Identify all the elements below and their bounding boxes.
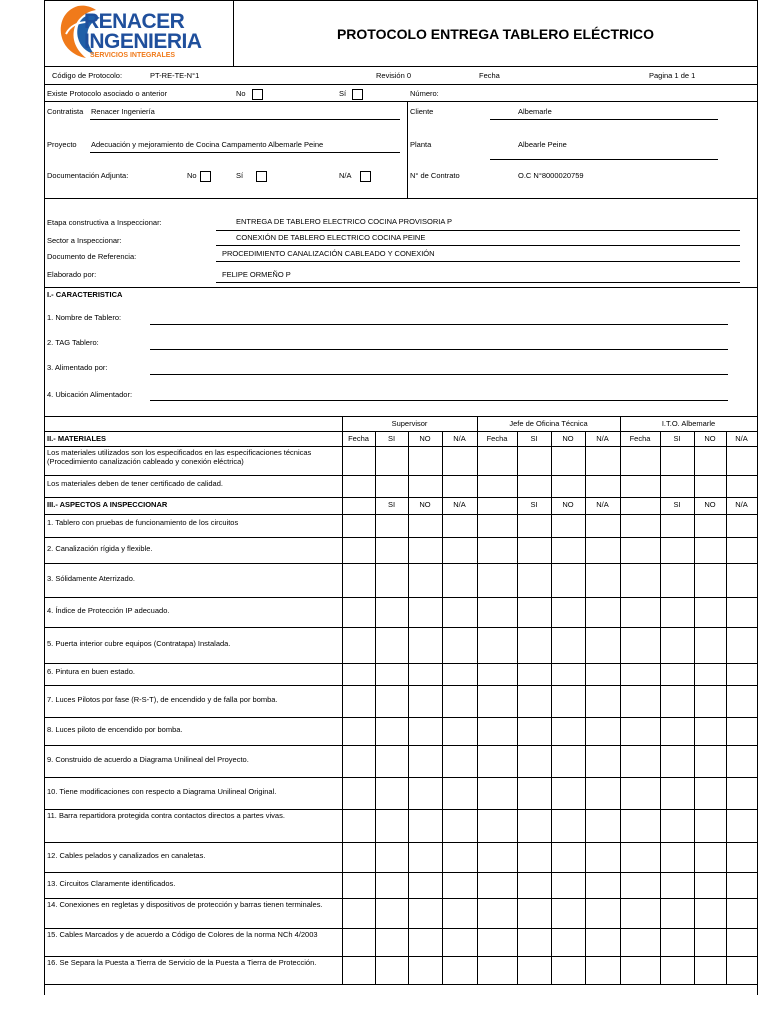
check-cell[interactable] — [695, 628, 726, 663]
table-row-label: 16. Se Separa la Puesta a Tierra de Servicio de la Puesta a Tierra de Protección. — [47, 958, 317, 967]
check-cell[interactable] — [695, 686, 726, 717]
column-header: N/A — [596, 500, 609, 509]
table-row-line — [44, 497, 757, 498]
check-cell[interactable] — [376, 598, 408, 627]
check-cell[interactable] — [586, 686, 620, 717]
check-cell[interactable] — [661, 746, 694, 777]
column-header: Fecha — [348, 434, 369, 443]
check-cell[interactable] — [695, 718, 726, 745]
check-cell[interactable] — [661, 873, 694, 898]
check-cell[interactable] — [727, 628, 757, 663]
check-cell[interactable] — [586, 810, 620, 842]
column-header: N/A — [735, 500, 748, 509]
check-cell[interactable] — [586, 957, 620, 984]
check-cell[interactable] — [695, 873, 726, 898]
check-cell[interactable] — [552, 538, 585, 563]
check-cell[interactable] — [409, 664, 442, 685]
check-cell[interactable] — [376, 538, 408, 563]
check-cell[interactable] — [409, 538, 442, 563]
etapa-label: Etapa constructiva a Inspeccionar: — [47, 218, 162, 227]
section-title: III.- ASPECTOS A INSPECCIONAR — [47, 500, 168, 509]
check-cell[interactable] — [695, 476, 726, 497]
check-cell[interactable] — [409, 778, 442, 809]
column-header: SI — [673, 500, 681, 509]
doc-adjunta-label: Documentación Adjunta: — [47, 171, 129, 180]
table-row-label: 14. Conexiones en regletas y dispositivos de protección y barras tienen terminales. — [47, 900, 323, 909]
check-cell[interactable] — [695, 899, 726, 928]
check-cell[interactable] — [552, 598, 585, 627]
check-cell[interactable] — [409, 718, 442, 745]
check-cell[interactable] — [376, 957, 408, 984]
planta-value: Albearle Peine — [518, 140, 567, 149]
contrato-value: O.C N°8000020759 — [518, 171, 584, 180]
check-cell[interactable] — [376, 873, 408, 898]
table-vline — [342, 416, 343, 984]
check-cell[interactable] — [586, 746, 620, 777]
proyecto-label: Proyecto — [47, 140, 77, 149]
check-cell[interactable] — [443, 746, 477, 777]
check-cell[interactable] — [727, 664, 757, 685]
table-row-label: 6. Pintura en buen estado. — [47, 667, 135, 676]
table-row-label: Los materiales utilizados son los especificados en las especificaciones técnicas (Procedimiento canalización cableado y conexión eléctrica) — [47, 448, 312, 466]
check-cell[interactable] — [376, 664, 408, 685]
check-cell[interactable] — [409, 957, 442, 984]
check-cell[interactable] — [661, 929, 694, 956]
check-cell[interactable] — [586, 538, 620, 563]
table-vline — [477, 416, 478, 984]
check-cell[interactable] — [552, 929, 585, 956]
check-cell[interactable] — [518, 564, 551, 597]
table-vline — [620, 416, 621, 984]
check-cell[interactable] — [586, 447, 620, 475]
etapa-value: ENTREGA DE TABLERO ELECTRICO COCINA PROVISORIA P — [236, 217, 453, 226]
column-header: NO — [704, 500, 716, 509]
check-cell[interactable] — [661, 843, 694, 872]
check-cell[interactable] — [661, 899, 694, 928]
check-cell[interactable] — [443, 929, 477, 956]
column-header: N/A — [735, 434, 748, 443]
check-cell[interactable] — [552, 447, 585, 475]
check-cell[interactable] — [409, 628, 442, 663]
check-cell[interactable] — [586, 476, 620, 497]
check-cell[interactable] — [443, 447, 477, 475]
check-cell[interactable] — [727, 746, 757, 777]
check-cell[interactable] — [518, 476, 551, 497]
page-number: Pagina 1 de 1 — [649, 71, 696, 80]
check-cell[interactable] — [586, 843, 620, 872]
column-header: Fecha — [629, 434, 651, 443]
check-cell[interactable] — [586, 899, 620, 928]
column-header: SI — [530, 500, 538, 509]
check-cell[interactable] — [518, 538, 551, 563]
check-cell[interactable] — [376, 564, 408, 597]
check-cell[interactable] — [518, 843, 551, 872]
column-header: N/A — [453, 434, 466, 443]
check-cell[interactable] — [518, 686, 551, 717]
check-cell[interactable] — [727, 810, 757, 842]
check-cell[interactable] — [376, 686, 408, 717]
check-cell[interactable] — [661, 476, 694, 497]
check-cell[interactable] — [409, 598, 442, 627]
check-cell[interactable] — [518, 957, 551, 984]
check-cell[interactable] — [443, 843, 477, 872]
docref-value: PROCEDIMIENTO CANALIZACIÓN CABLEADO Y CONEXIÓN — [222, 249, 435, 258]
check-cell[interactable] — [409, 476, 442, 497]
check-cell[interactable] — [518, 810, 551, 842]
check-cell[interactable] — [552, 746, 585, 777]
doc-na-label: N/A — [339, 171, 352, 180]
check-cell[interactable] — [727, 843, 757, 872]
check-cell[interactable] — [727, 778, 757, 809]
check-cell[interactable] — [586, 564, 620, 597]
check-cell[interactable] — [727, 538, 757, 563]
table-row-line — [44, 984, 757, 985]
check-cell[interactable] — [661, 598, 694, 627]
table-row-label: 8. Luces piloto de encendido por bomba. — [47, 725, 183, 734]
check-cell[interactable] — [586, 778, 620, 809]
check-cell[interactable] — [552, 686, 585, 717]
check-cell[interactable] — [695, 929, 726, 956]
check-cell[interactable] — [695, 598, 726, 627]
check-cell[interactable] — [443, 718, 477, 745]
sector-label: Sector a Inspeccionar: — [47, 236, 122, 245]
check-cell[interactable] — [443, 957, 477, 984]
check-cell[interactable] — [727, 957, 757, 984]
table-row-label: 4. Índice de Protección IP adecuado. — [47, 606, 170, 615]
sector-value: CONEXIÓN DE TABLERO ELECTRICO COCINA PEINE — [236, 233, 426, 242]
table-row-label: 9. Construido de acuerdo a Diagrama Unilineal del Proyecto. — [47, 755, 249, 764]
existe-label: Existe Protocolo asociado o anterior — [47, 89, 168, 98]
planta-label: Planta — [410, 140, 432, 149]
check-cell[interactable] — [727, 873, 757, 898]
cliente-label: Cliente — [410, 107, 434, 116]
check-cell[interactable] — [661, 778, 694, 809]
check-cell[interactable] — [586, 718, 620, 745]
fecha-label: Fecha — [479, 71, 500, 80]
logo-tagline: SERVICIOS INTEGRALES — [90, 52, 176, 59]
check-cell[interactable] — [552, 564, 585, 597]
table-hline — [44, 431, 757, 432]
check-cell[interactable] — [518, 447, 551, 475]
check-cell[interactable] — [586, 515, 620, 537]
check-cell[interactable] — [552, 476, 585, 497]
check-cell[interactable] — [518, 746, 551, 777]
check-cell[interactable] — [727, 515, 757, 537]
check-cell[interactable] — [409, 899, 442, 928]
caracteristica-item: 1. Nombre de Tablero: — [47, 313, 122, 322]
check-cell[interactable] — [376, 718, 408, 745]
check-cell[interactable] — [376, 746, 408, 777]
check-cell[interactable] — [552, 718, 585, 745]
table-row-label: 3. Sólidamente Aterrizado. — [47, 574, 135, 583]
check-cell[interactable] — [552, 843, 585, 872]
check-cell[interactable] — [376, 843, 408, 872]
check-cell[interactable] — [518, 778, 551, 809]
check-cell[interactable] — [552, 899, 585, 928]
table-row-label: Los materiales deben de tener certificado de calidad. — [47, 479, 223, 488]
column-header: SI — [530, 434, 538, 443]
check-cell[interactable] — [409, 843, 442, 872]
check-cell[interactable] — [695, 515, 726, 537]
check-cell[interactable] — [661, 957, 694, 984]
check-cell[interactable] — [518, 515, 551, 537]
existe-no-label: No — [236, 89, 246, 98]
check-cell[interactable] — [695, 778, 726, 809]
check-cell[interactable] — [586, 664, 620, 685]
caracteristica-item: 2. TAG Tablero: — [47, 338, 99, 347]
contratista-value: Renacer Ingeniería — [91, 107, 155, 116]
elaborado-label: Elaborado por: — [47, 270, 97, 279]
check-cell[interactable] — [376, 628, 408, 663]
check-cell[interactable] — [727, 718, 757, 745]
check-cell[interactable] — [586, 598, 620, 627]
contrato-label: N° de Contrato — [410, 171, 460, 180]
check-cell[interactable] — [586, 628, 620, 663]
logo-line1: RENACER — [84, 10, 185, 33]
column-group-header: I.T.O. Albemarle — [661, 419, 716, 428]
check-cell[interactable] — [552, 957, 585, 984]
cliente-value: Albemarle — [518, 107, 552, 116]
caracteristica-item: 3. Alimentado por: — [47, 363, 108, 372]
table-row-label: 5. Puerta interior cubre equipos (Contratapa) Instalada. — [47, 639, 231, 648]
check-cell[interactable] — [409, 929, 442, 956]
check-cell[interactable] — [727, 447, 757, 475]
check-cell[interactable] — [661, 447, 694, 475]
check-cell[interactable] — [376, 899, 408, 928]
existe-si-label: Sí — [339, 89, 347, 98]
check-cell[interactable] — [727, 686, 757, 717]
check-cell[interactable] — [727, 598, 757, 627]
table-row-label: 10. Tiene modificaciones con respecto a Diagrama Unilineal Original. — [47, 787, 277, 796]
check-cell[interactable] — [518, 899, 551, 928]
column-header: SI — [387, 434, 396, 443]
check-cell[interactable] — [443, 664, 477, 685]
check-cell[interactable] — [695, 538, 726, 563]
check-cell[interactable] — [552, 873, 585, 898]
check-cell[interactable] — [518, 929, 551, 956]
column-header: SI — [673, 434, 681, 443]
check-cell[interactable] — [376, 778, 408, 809]
check-cell[interactable] — [552, 664, 585, 685]
document-title: PROTOCOLO ENTREGA TABLERO ELÉCTRICO — [336, 26, 655, 42]
check-cell[interactable] — [409, 515, 442, 537]
check-cell[interactable] — [661, 664, 694, 685]
elaborado-value: FELIPE ORMEÑO P — [222, 270, 291, 279]
column-header: N/A — [453, 500, 466, 509]
check-cell[interactable] — [661, 686, 694, 717]
revision-label: Revisión 0 — [376, 71, 412, 80]
check-cell[interactable] — [409, 447, 442, 475]
check-cell[interactable] — [727, 899, 757, 928]
check-cell[interactable] — [376, 447, 408, 475]
check-cell[interactable] — [409, 873, 442, 898]
column-header: NO — [704, 434, 716, 443]
numero-label: Número: — [410, 89, 439, 98]
check-cell[interactable] — [727, 929, 757, 956]
check-cell[interactable] — [518, 664, 551, 685]
check-cell[interactable] — [661, 564, 694, 597]
check-cell[interactable] — [443, 564, 477, 597]
docref-label: Documento de Referencia: — [47, 252, 137, 261]
table-row-label: 1. Tablero con pruebas de funcionamiento de los circuitos — [47, 518, 239, 527]
check-cell[interactable] — [695, 447, 726, 475]
check-cell[interactable] — [443, 538, 477, 563]
check-cell[interactable] — [586, 929, 620, 956]
check-cell[interactable] — [409, 564, 442, 597]
section-title: II.- MATERIALES — [47, 434, 107, 443]
check-cell[interactable] — [443, 873, 477, 898]
table-row-label: 15. Cables Marcados y de acuerdo a Código de Colores de la norma NCh 4/2003 — [47, 930, 318, 939]
column-header: Fecha — [486, 434, 508, 443]
check-cell[interactable] — [552, 778, 585, 809]
check-cell[interactable] — [409, 746, 442, 777]
check-cell[interactable] — [518, 628, 551, 663]
caracteristica-item: 4. Ubicación Alimentador: — [47, 390, 133, 399]
column-group-header: Jefe de Oficina Técnica — [509, 419, 588, 428]
doc-no-label: No — [187, 171, 197, 180]
check-cell[interactable] — [443, 778, 477, 809]
caracteristica-title: I.- CARACTERISTICA — [47, 290, 123, 299]
check-cell[interactable] — [727, 476, 757, 497]
check-cell[interactable] — [661, 810, 694, 842]
check-cell[interactable] — [586, 873, 620, 898]
check-cell[interactable] — [443, 810, 477, 842]
check-cell[interactable] — [518, 598, 551, 627]
contratista-label: Contratista — [47, 107, 84, 116]
check-cell[interactable] — [376, 515, 408, 537]
check-cell[interactable] — [376, 476, 408, 497]
column-group-header: Supervisor — [391, 419, 428, 428]
check-cell[interactable] — [409, 810, 442, 842]
table-row-label: 12. Cables pelados y canalizados en canaletas. — [47, 851, 206, 860]
check-cell[interactable] — [376, 810, 408, 842]
check-cell[interactable] — [443, 515, 477, 537]
column-header: N/A — [596, 434, 609, 443]
check-cell[interactable] — [661, 538, 694, 563]
check-cell[interactable] — [443, 899, 477, 928]
check-cell[interactable] — [443, 476, 477, 497]
check-cell[interactable] — [695, 746, 726, 777]
codigo-label: Código de Protocolo: — [52, 71, 123, 80]
check-cell[interactable] — [443, 686, 477, 717]
table-row-label: 2. Canalización rígida y flexible. — [47, 544, 153, 553]
check-cell[interactable] — [552, 810, 585, 842]
table-row-label: 13. Circuitos Claramente identificados. — [47, 879, 176, 888]
check-cell[interactable] — [661, 515, 694, 537]
check-cell[interactable] — [518, 718, 551, 745]
check-cell[interactable] — [376, 929, 408, 956]
column-header: NO — [562, 500, 574, 509]
check-cell[interactable] — [518, 873, 551, 898]
proyecto-value: Adecuación y mejoramiento de Cocina Campamento Albemarle Peine — [91, 140, 324, 149]
check-cell[interactable] — [409, 686, 442, 717]
check-cell[interactable] — [552, 515, 585, 537]
logo-line2: INGENIERIA — [84, 30, 202, 53]
check-cell[interactable] — [695, 843, 726, 872]
check-cell[interactable] — [552, 628, 585, 663]
codigo-value: PT-RE-TE-N°1 — [150, 71, 200, 80]
table-shading — [343, 514, 375, 984]
column-header: NO — [562, 434, 574, 443]
column-header: SI — [387, 500, 396, 509]
doc-si-label: Sí — [236, 171, 244, 180]
check-cell[interactable] — [695, 810, 726, 842]
check-cell[interactable] — [661, 718, 694, 745]
check-cell[interactable] — [695, 664, 726, 685]
column-header: NO — [419, 500, 431, 509]
column-header: NO — [419, 434, 431, 443]
check-cell[interactable] — [443, 628, 477, 663]
check-cell[interactable] — [727, 564, 757, 597]
check-cell[interactable] — [661, 628, 694, 663]
check-cell[interactable] — [443, 598, 477, 627]
table-row-label: 7. Luces Pilotos por fase (R-S-T), de encendido y de falla por bomba. — [47, 695, 278, 704]
check-cell[interactable] — [695, 564, 726, 597]
table-row-label: 11. Barra repartidora protegida contra contactos directos a partes vivas. — [47, 811, 285, 820]
check-cell[interactable] — [695, 957, 726, 984]
